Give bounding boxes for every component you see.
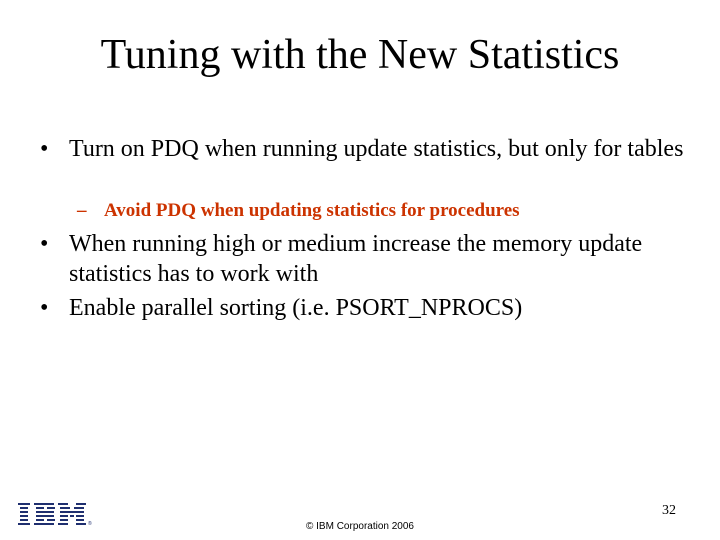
bullet-marker: • (40, 231, 49, 257)
bullet-text: When running high or medium increase the memory update statistics has to work with (69, 231, 643, 287)
sub-bullet-text: Avoid PDQ when updating statistics for procedures (104, 200, 520, 221)
slide-title: Tuning with the New Statistics (100, 32, 620, 78)
bullet-marker: • (40, 295, 49, 321)
copyright-notice: © IBM Corporation 2006 (306, 521, 414, 532)
bullet-text: Turn on PDQ when running update statistics, but only for tables (69, 136, 684, 162)
bullet-marker: • (40, 136, 49, 162)
page-number: 32 (662, 503, 676, 518)
svg-text:®: ® (88, 521, 92, 527)
sub-bullet-marker: – (77, 200, 87, 221)
bullet-text: Enable parallel sorting (i.e. PSORT_NPROCS) (69, 295, 523, 321)
